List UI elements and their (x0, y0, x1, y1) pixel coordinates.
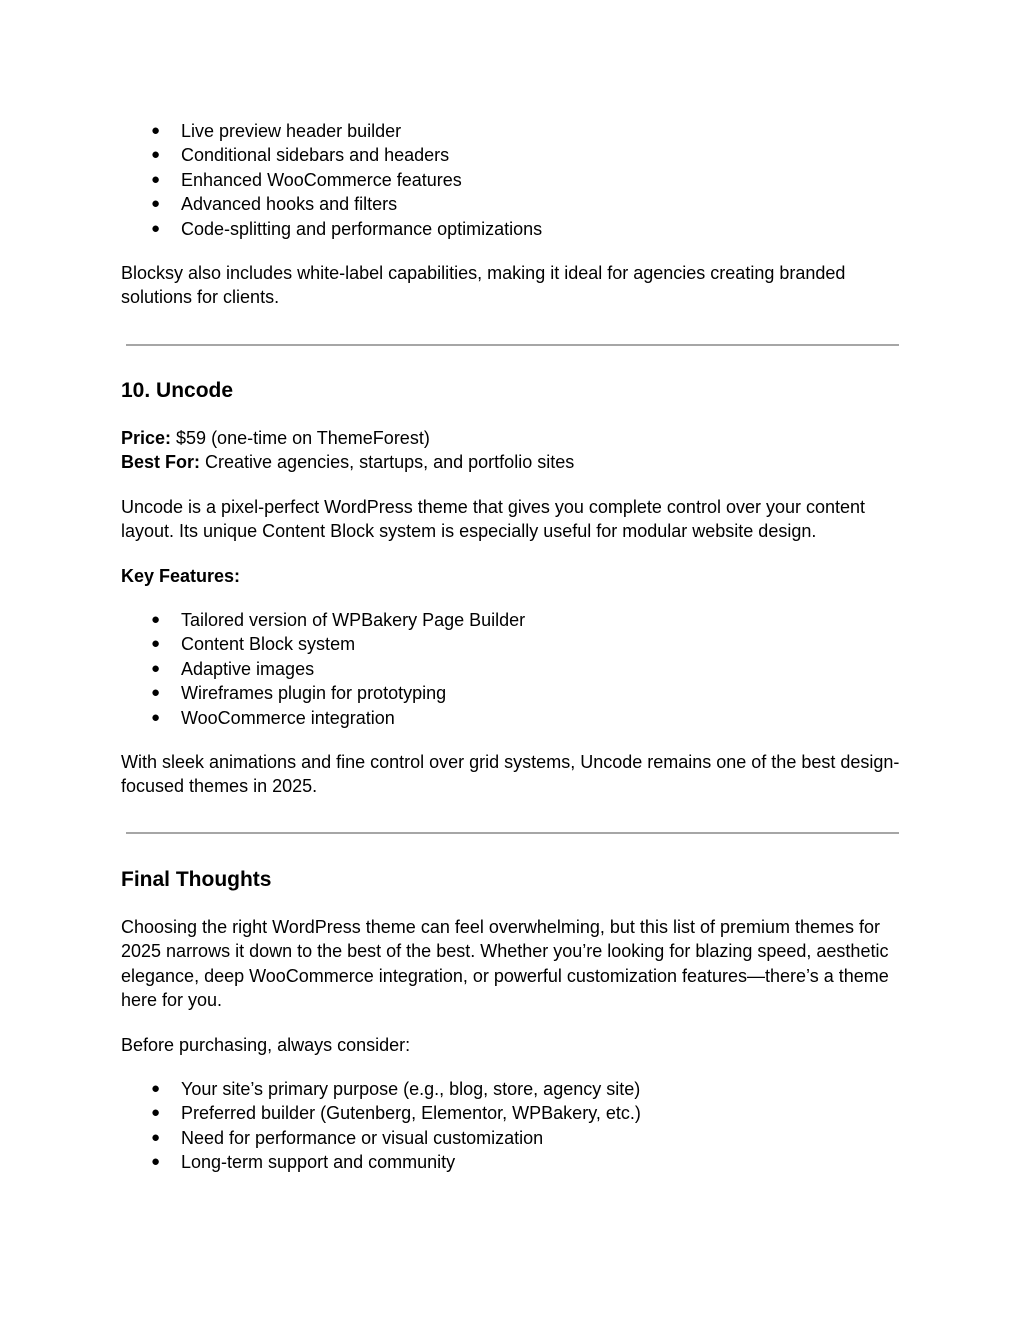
blocksy-feature-list (121, 119, 903, 241)
consider-intro: Before purchasing, always consider: (121, 1035, 411, 1055)
uncode-feature-list (121, 608, 903, 730)
section-divider (126, 832, 899, 834)
blocksy-note: Blocksy also includes white-label capabilities, making it ideal for agencies creating branded solutions for clients. (121, 263, 846, 308)
list-item: ● Preferred builder (Gutenberg, Elementor, WPBakery, etc.) (121, 1101, 903, 1125)
section-divider (126, 344, 899, 346)
final-thoughts-paragraph: Choosing the right WordPress theme can feel overwhelming, but this list of premium themes for 2025 narrows it down to the best of the best. Whether you’re looking for blazing speed, aesthetic elegance, deep WooCommerce integration, or powerful customization features—there’s a theme here for you. (121, 917, 889, 1011)
consider-intro-container (121, 1033, 903, 1057)
list-item: ● Long-term support and community (121, 1150, 903, 1174)
bullet-icon: ● (151, 195, 161, 213)
list-item: ● Enhanced WooCommerce features (121, 168, 903, 192)
list-item: ● Adaptive images (121, 657, 903, 681)
final-thoughts-heading-container (121, 867, 903, 893)
uncode-meta (121, 426, 903, 475)
price-label: Price: (121, 428, 172, 448)
bullet-icon: ● (151, 684, 161, 702)
list-item: ● Conditional sidebars and headers (121, 143, 903, 167)
bullet-icon: ● (151, 1104, 161, 1122)
bullet-icon: ● (151, 659, 161, 677)
bullet-icon: ● (151, 146, 161, 164)
best-for-line (121, 450, 903, 474)
list-item: ● WooCommerce integration (121, 706, 903, 730)
considerations-list (121, 1077, 903, 1175)
best-for-label: Best For: (121, 452, 201, 473)
uncode-closing-container (121, 750, 903, 799)
final-thoughts-paragraph-container (121, 915, 903, 1013)
blocksy-feature-list-container (121, 119, 903, 241)
uncode-closing: With sleek animations and fine control over grid systems, Uncode remains one of the best design-focused themes in 2025. (121, 752, 900, 797)
bullet-icon: ● (151, 635, 161, 653)
uncode-heading-container (121, 378, 903, 404)
bullet-icon: ● (151, 122, 161, 139)
bullet-icon: ● (151, 170, 161, 188)
list-item: ● Code-splitting and performance optimizations (121, 217, 903, 241)
uncode-intro: Uncode is a pixel-perfect WordPress theme that gives you complete control over your content layout. Its unique Content Block system is especially useful for modular website design. (121, 497, 866, 542)
final-thoughts-heading: Final Thoughts (121, 868, 272, 891)
key-features-label: Key Features: (121, 566, 241, 586)
best-for-value: Creative agencies, startups, and portfolio sites (200, 452, 575, 473)
list-item: ● Advanced hooks and filters (121, 192, 903, 216)
blocksy-note-container (121, 261, 903, 310)
uncode-feature-list-container (121, 608, 903, 730)
considerations-list-container (121, 1077, 903, 1175)
list-item: ● Live preview header builder (121, 119, 903, 143)
uncode-intro-container (121, 495, 903, 544)
list-item: ● Content Block system (121, 632, 903, 656)
bullet-icon: ● (151, 708, 161, 726)
list-item: ● Wireframes plugin for prototyping (121, 681, 903, 705)
bullet-icon: ● (151, 1153, 161, 1171)
price-value: $59 (one-time on ThemeForest) (171, 428, 430, 448)
bullet-icon: ● (151, 1128, 161, 1146)
list-item: ● Your site’s primary purpose (e.g., blog, store, agency site) (121, 1077, 903, 1101)
bullet-icon: ● (151, 1080, 161, 1097)
bullet-icon: ● (151, 611, 161, 628)
price-line (121, 426, 903, 450)
bullet-icon: ● (151, 219, 161, 237)
key-features-label-container (121, 564, 903, 588)
list-item: ● Tailored version of WPBakery Page Builder (121, 608, 903, 632)
list-item: ● Need for performance or visual customization (121, 1126, 903, 1150)
uncode-heading: 10. Uncode (121, 379, 234, 402)
